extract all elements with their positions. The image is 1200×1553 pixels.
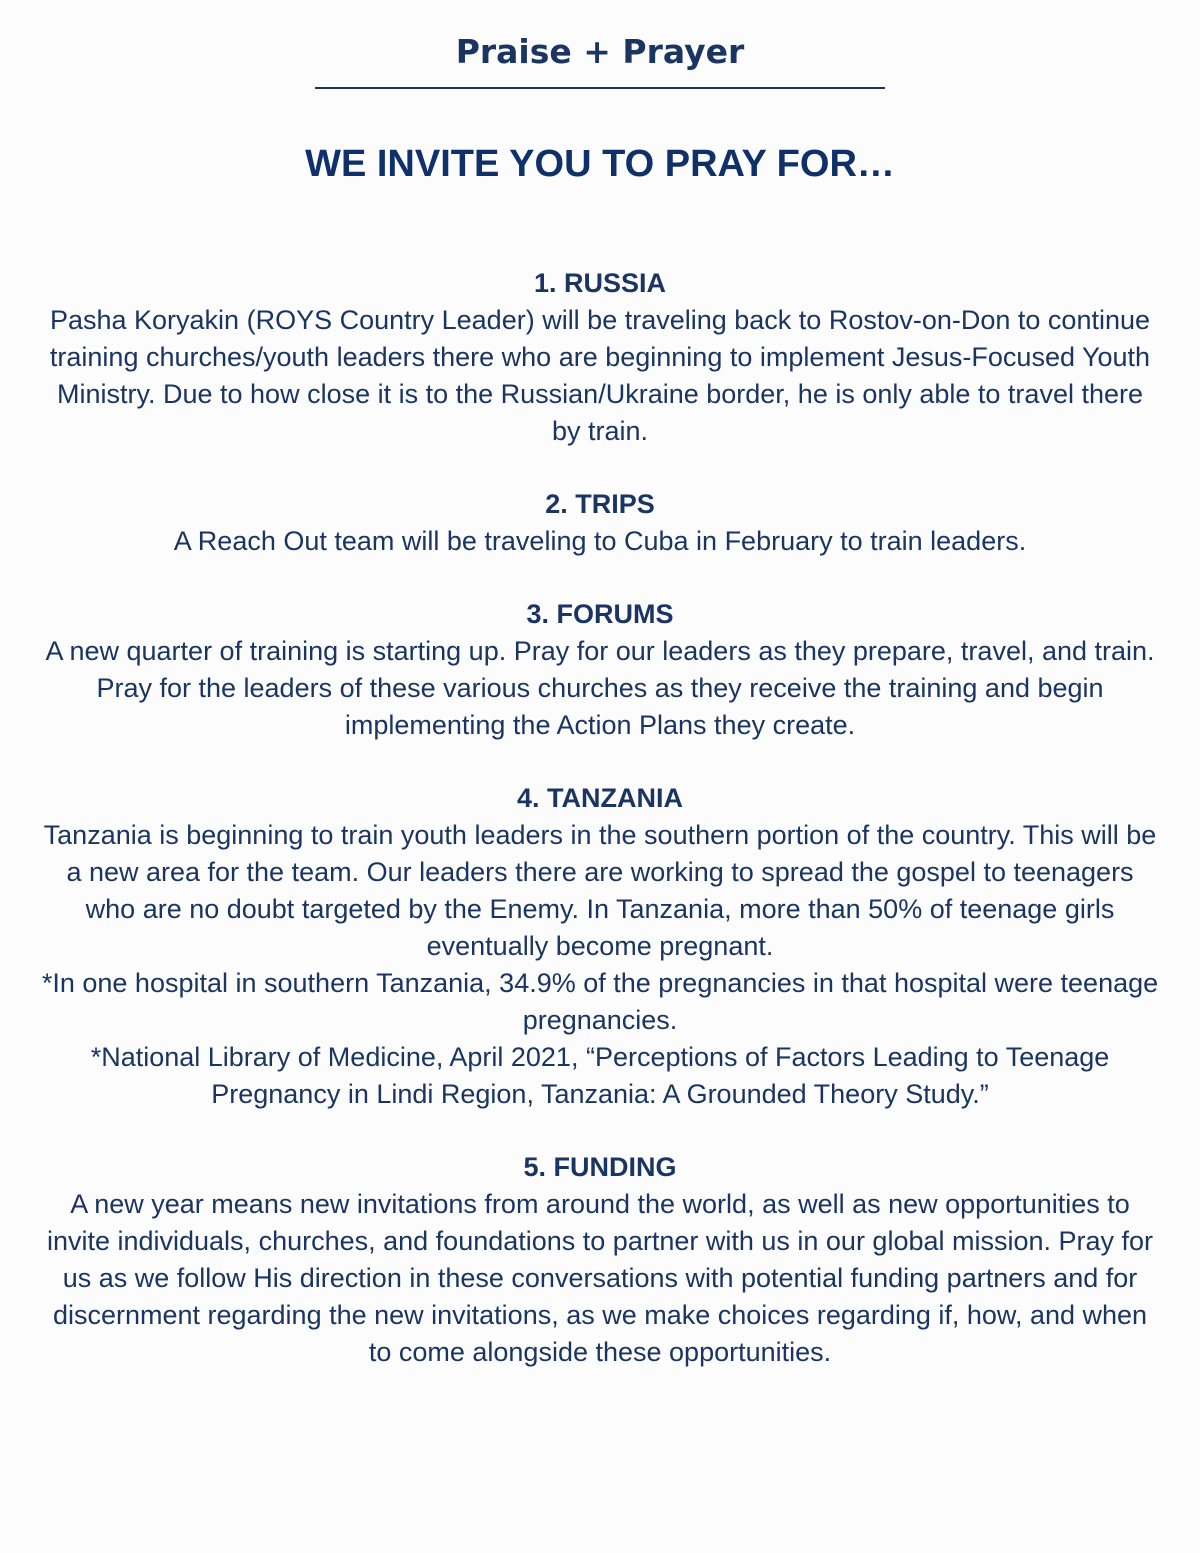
section-title: 5. FUNDING bbox=[523, 1152, 677, 1182]
section-title: 1. RUSSIA bbox=[533, 268, 667, 298]
section-body bbox=[40, 1186, 1160, 1371]
section-paragraph: Tanzania is beginning to train youth leaders in the southern portion of the country. This will be a new area for the team. Our leaders there are working to spread the gospel to teenagers who are no doubt targeted by the Enemy. In Tanzania, more than 50% of teenage girls eventually become pregnant. bbox=[43, 820, 1157, 961]
footnote-citation: *National Library of Medicine, April 2021, “Perceptions of Factors Leading to Teenage Pregnancy in Lindi Region, Tanzania: A Grounded Theory Study.” bbox=[90, 1042, 1110, 1109]
footnote-statistic: *In one hospital in southern Tanzania, 34.9% of the pregnancies in that hospital were teenage pregnancies. bbox=[41, 968, 1159, 1035]
section-body bbox=[40, 302, 1160, 450]
section-body bbox=[40, 633, 1160, 744]
section-title: 4. TANZANIA bbox=[517, 783, 683, 813]
section-title: 2. TRIPS bbox=[545, 489, 655, 519]
section-body bbox=[40, 523, 1160, 560]
section-paragraph: A Reach Out team will be traveling to Cuba in February to train leaders. bbox=[173, 526, 1027, 556]
page-title: Praise + Prayer bbox=[455, 32, 745, 71]
section-funding bbox=[40, 1149, 1160, 1371]
section-paragraph: A new quarter of training is starting up. Pray for our leaders as they prepare, travel, and train. Pray for the leaders of these various churches as they receive the training and begin implementing the Action Plans they create. bbox=[45, 636, 1155, 740]
section-title: 3. FORUMS bbox=[526, 599, 674, 629]
section-trips bbox=[40, 486, 1160, 560]
section-tanzania bbox=[40, 780, 1160, 1113]
main-heading: WE INVITE YOU TO PRAY FOR… bbox=[305, 143, 895, 185]
section-paragraph: A new year means new invitations from around the world, as well as new opportunities to invite individuals, churches, and foundations to partner with us in our global mission. Pray for us as we follow His direction in these conversations with potential funding partners and for discernment regarding the new invitations, as we make choices regarding if, how, and when to come alongside these opportunities. bbox=[46, 1189, 1154, 1367]
title-divider bbox=[315, 87, 885, 89]
section-paragraph: Pasha Koryakin (ROYS Country Leader) will be traveling back to Rostov-on-Don to continue training churches/youth leaders there who are beginning to implement Jesus-Focused Youth Ministry. Due to how close it is to the Russian/Ukraine border, he is only able to travel there by train. bbox=[49, 305, 1151, 446]
section-russia bbox=[40, 265, 1160, 450]
prayer-sections bbox=[0, 265, 1200, 1371]
section-body bbox=[40, 817, 1160, 1113]
section-forums bbox=[40, 596, 1160, 744]
